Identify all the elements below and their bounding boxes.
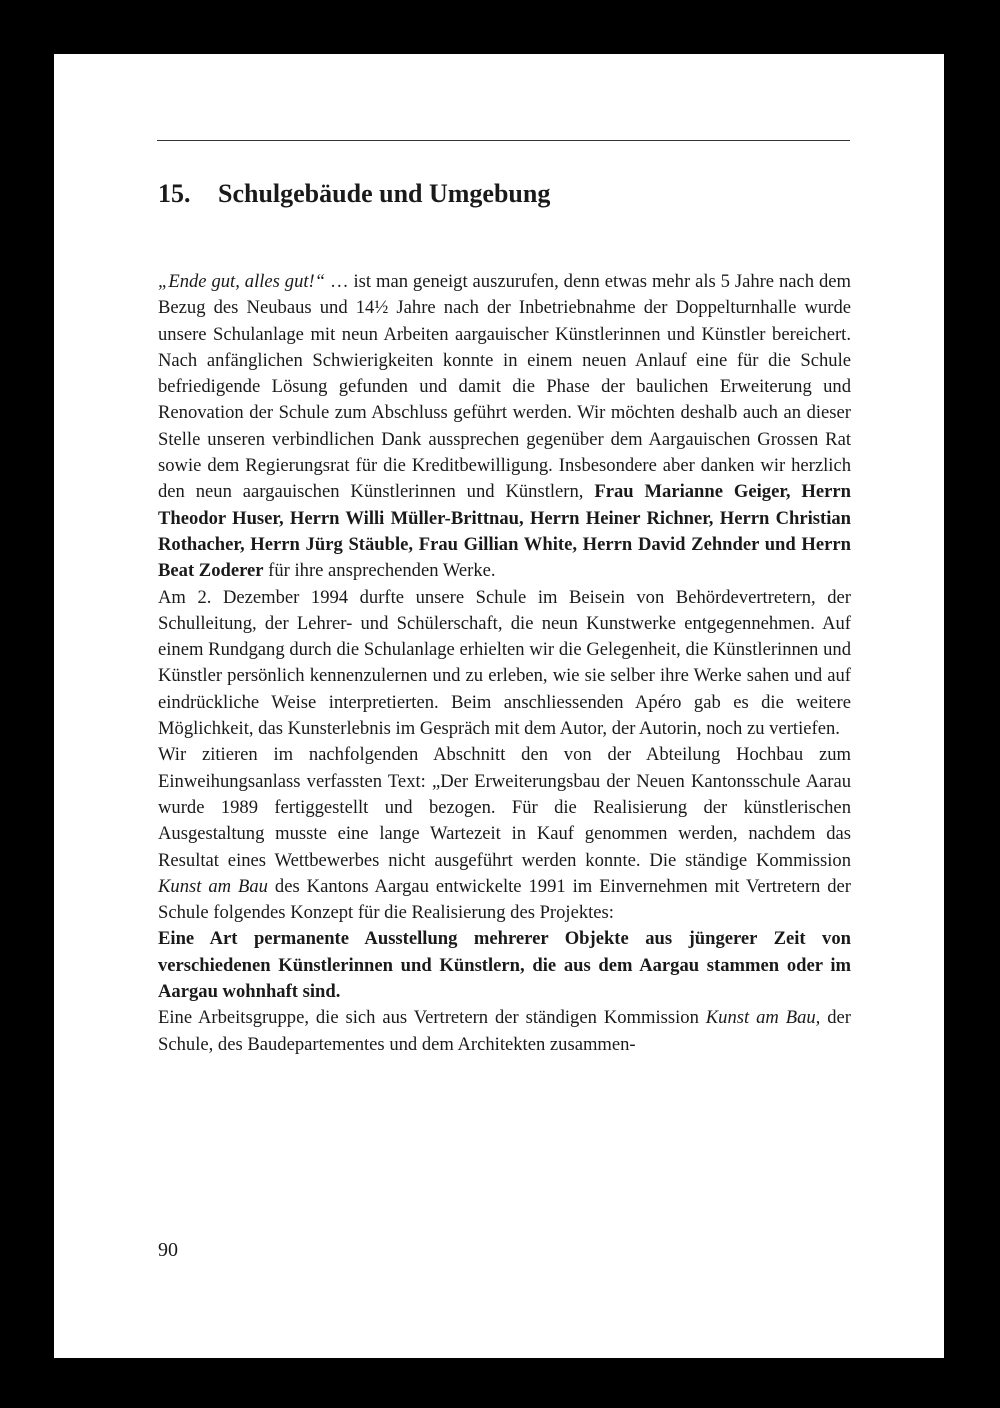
paragraph-4-concept: Eine Art permanente Ausstellung mehrerer Objekte aus jüngerer Zeit von verschiedenen Künstlerinnen und Künstlern, die aus dem Aargau stammen oder im Aargau wohnhaft sind.: [158, 928, 851, 1003]
paragraph-3: Wir zitieren im nachfolgenden Abschnitt den von der Abteilung Hochbau zum Einweihungsanlass verfassten Text: „Der Erweiterungsbau der Neuen Kantonsschule Aarau wurde 1989 fertiggestellt und bezogen. Für die Realisierung der künstlerischen Ausgestaltung musste eine lange Wartezeit in Kauf genommen werden, nachdem das Resultat eines Wettbewerbes nicht ausgeführt werden konnte. Die ständige Kommission Kunst am Bau des Kantons Aargau entwickelte 1991 im Einvernehmen mit Vertretern der Schule folgendes Konzept für die Realisierung des Projektes:: [158, 744, 851, 924]
artist-names: Frau Marianne Geiger, Herrn Theodor Huser, Herrn Willi Müller-Brittnau, Herrn Heiner Richner, Herrn Christian Rothacher, Herrn Jürg Stäuble, Frau Gillian White, Herrn David Zehnder und Herrn Beat Zoderer: [158, 481, 851, 582]
document-page: [54, 54, 944, 1358]
chapter-title: Schulgebäude und Umgebung: [218, 179, 551, 208]
page-number: 90: [158, 1239, 178, 1261]
header-rule: [157, 140, 850, 141]
chapter-heading: [158, 179, 550, 209]
body-text: [158, 269, 851, 1058]
commission-name-2: Kunst am Bau,: [705, 1007, 821, 1029]
paragraph-2: Am 2. Dezember 1994 durfte unsere Schule im Beisein von Behördevertretern, der Schulleitung, der Lehrer- und Schülerschaft, die neun Kunstwerke entgegennehmen. Auf einem Rundgang durch die Schulanlage erhielten wir die Gelegenheit, die Künstlerinnen und Künstler persönlich kennenzulernen und zu erleben, wie sie selber ihre Werke sahen und auf eindrückliche Weise interpretierten. Beim anschliessenden Apéro gab es die weitere Möglichkeit, das Kunsterlebnis im Gespräch mit dem Autor, der Autorin, noch zu vertiefen.: [158, 586, 851, 740]
paragraph-5: Eine Arbeitsgruppe, die sich aus Vertretern der ständigen Kommission Kunst am Bau, der Schule, des Baudepartementes und dem Architekten zusammen-: [158, 1007, 851, 1055]
commission-name: Kunst am Bau: [158, 875, 268, 897]
opening-quote: „Ende gut, alles gut!“: [158, 271, 326, 292]
chapter-number: 15.: [158, 179, 191, 208]
paragraph-1: „Ende gut, alles gut!“ … ist man geneigt auszurufen, denn etwas mehr als 5 Jahre nach dem Bezug des Neubaus und 14½ Jahre nach der Inbetriebnahme der Doppelturnhalle wurde unsere Schulanlage mit neun Arbeiten aargauischer Künstlerinnen und Künstler bereichert. Nach anfänglichen Schwierigkeiten konnte in einem neuen Anlauf eine für die Schule befriedigende Lösung gefunden und damit die Phase der baulichen Erweiterung und Renovation der Schule zum Abschluss geführt werden. Wir möchten deshalb auch an dieser Stelle unseren verbindlichen Dank aussprechen gegenüber dem Aargauischen Grossen Rat sowie dem Regierungsrat für die Kreditbewilligung. Insbesondere aber danken wir herzlich den neun aargauischen Künstlerinnen und Künstlern, Frau Marianne Geiger, Herrn Theodor Huser, Herrn Willi Müller-Brittnau, Herrn Heiner Richner, Herrn Christian Rothacher, Herrn Jürg Stäuble, Frau Gillian White, Herrn David Zehnder und Herrn Beat Zoderer für ihre ansprechenden Werke.: [158, 271, 851, 582]
